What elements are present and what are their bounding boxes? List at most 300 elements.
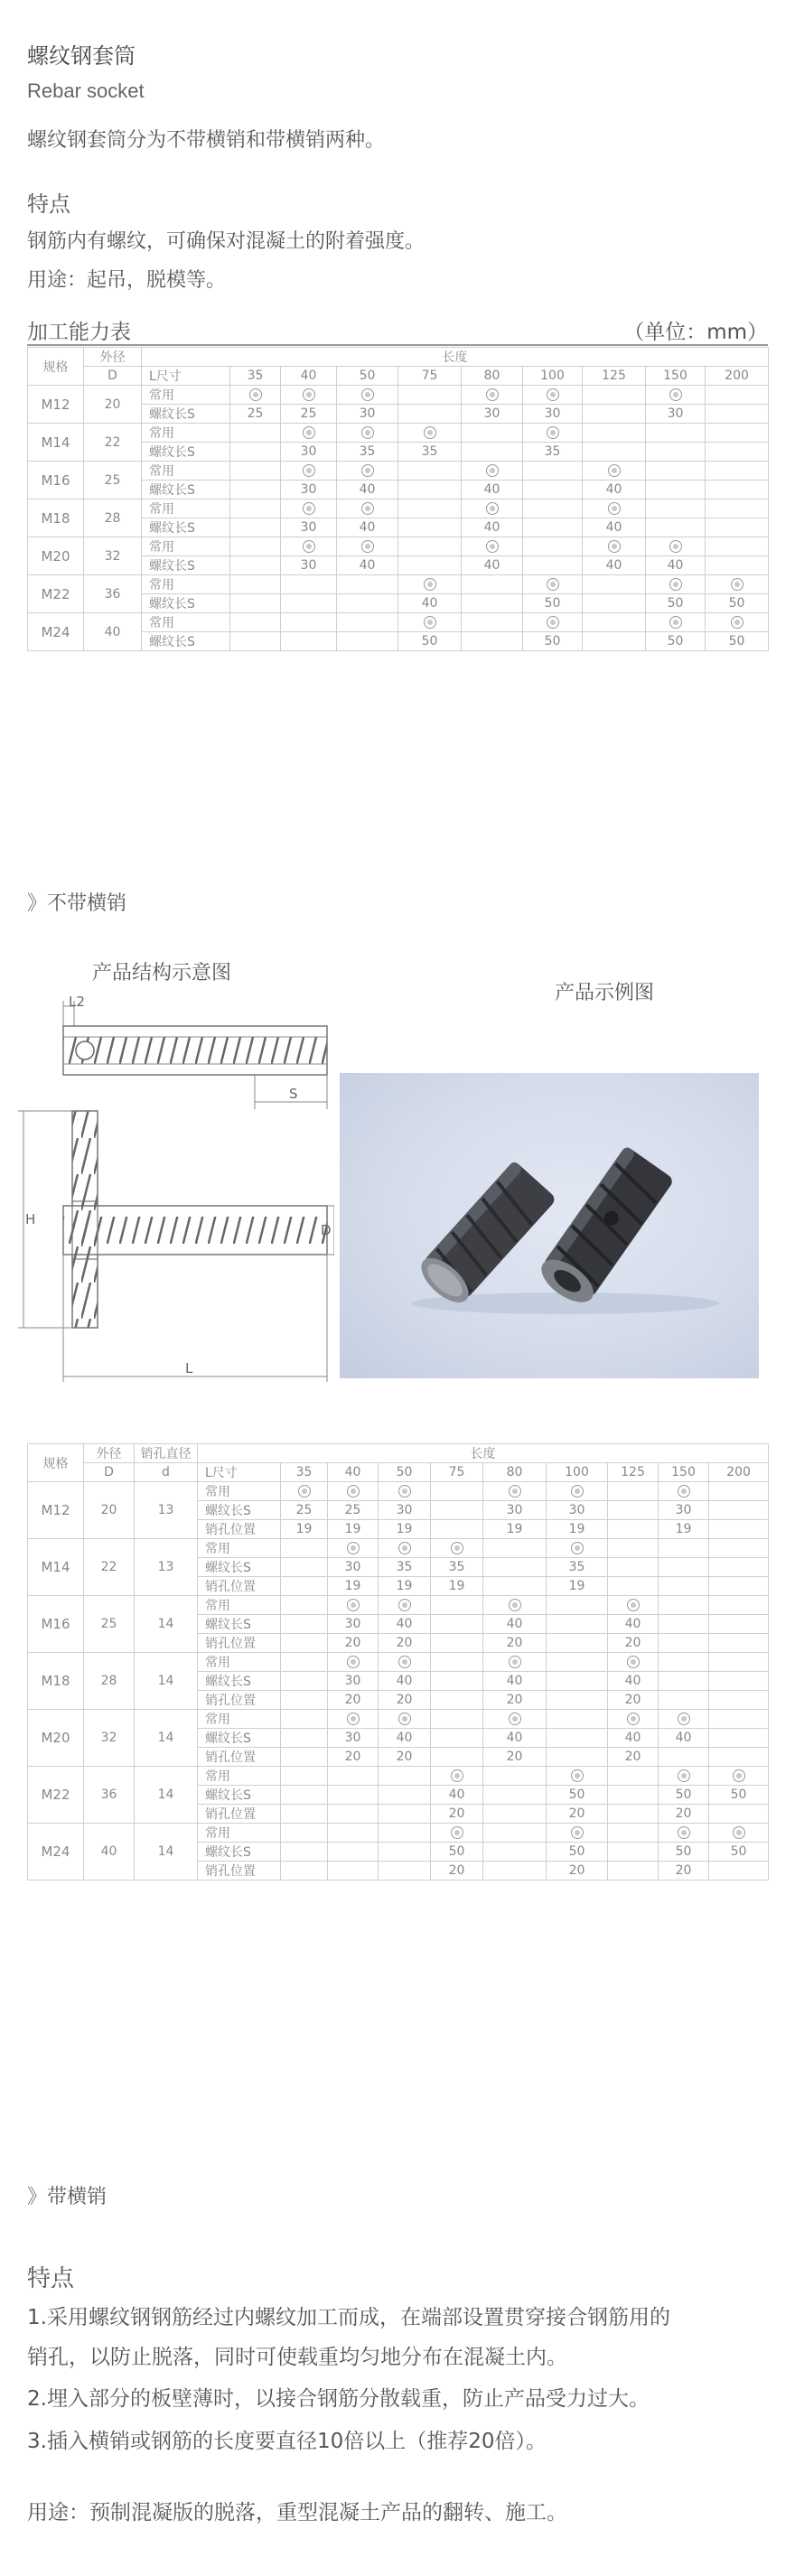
row-label-thread: 螺纹长S [142,443,230,462]
common-mark-icon [669,540,682,553]
row-label-common: 常用 [142,537,230,556]
thread-cell [608,1558,659,1577]
thread-cell: 40 [608,1672,659,1691]
common-cell [583,462,646,481]
common-cell [583,537,646,556]
common-cell [328,1710,379,1729]
common-cell [462,462,523,481]
row-label-pin: 销孔位置 [198,1691,281,1710]
pin-position-cell [483,1577,547,1596]
thread-cell [281,1786,328,1805]
row-label-pin: 销孔位置 [198,1805,281,1824]
thread-cell: 40 [337,556,398,575]
thread-cell [523,481,583,499]
thread-cell [659,1615,709,1634]
thread-cell: 40 [646,556,706,575]
thread-cell: 40 [583,556,646,575]
header-length-value: 35 [281,1463,328,1482]
common-cell [483,1767,547,1786]
thread-cell: 25 [281,405,337,424]
header-length-value: 80 [462,367,523,386]
thread-cell: 40 [483,1615,547,1634]
thread-cell: 50 [547,1843,608,1862]
pin-position-cell [659,1634,709,1653]
common-cell [431,1710,483,1729]
pin-position-cell: 20 [483,1634,547,1653]
common-cell [547,1824,608,1843]
header-length-value: 150 [646,367,706,386]
row-label-common: 常用 [198,1824,281,1843]
common-cell [431,1824,483,1843]
thread-cell [659,1558,709,1577]
common-cell [706,613,769,632]
common-mark-icon [608,540,621,553]
size-cell: M20 [28,1710,84,1767]
pin-position-cell [431,1748,483,1767]
common-cell [583,613,646,632]
table-row [28,1539,769,1558]
thread-cell [583,594,646,613]
common-cell [608,1653,659,1672]
thread-cell [706,405,769,424]
header-length-value: 150 [659,1463,709,1482]
common-mark-icon [669,388,682,401]
thread-cell: 50 [646,632,706,651]
od-cell: 28 [84,499,142,537]
pin-position-cell [281,1577,328,1596]
thread-cell: 35 [379,1558,431,1577]
thread-cell [281,1558,328,1577]
table-row [28,424,769,443]
header-length-value: 200 [709,1463,769,1482]
common-cell [608,1596,659,1615]
thread-cell [523,518,583,537]
thread-cell [328,1786,379,1805]
header-length-value: 75 [431,1463,483,1482]
common-cell [379,1482,431,1501]
header-d: D [84,367,142,386]
photo-caption: 产品示例图 [555,982,655,1004]
size-cell: M18 [28,1653,84,1710]
thread-cell [281,1615,328,1634]
thread-cell [547,1729,608,1748]
common-cell [462,613,523,632]
common-cell [659,1596,709,1615]
od-cell: 36 [84,1767,135,1824]
thread-cell: 30 [337,405,398,424]
common-cell [230,537,281,556]
thread-cell [398,518,462,537]
table1-rule [27,344,768,346]
pin-diameter-cell: 13 [135,1539,198,1596]
common-mark-icon [249,388,262,401]
header-d: d [135,1463,198,1482]
thread-cell: 40 [608,1729,659,1748]
pin-position-cell: 20 [431,1805,483,1824]
thread-cell [281,1843,328,1862]
header-length-value: 40 [328,1463,379,1482]
pin-position-cell [431,1520,483,1539]
common-cell [659,1653,709,1672]
common-cell [328,1539,379,1558]
thread-cell: 30 [281,443,337,462]
table-row [28,537,769,556]
od-cell: 20 [84,386,142,424]
common-cell [523,386,583,405]
thread-cell [709,1729,769,1748]
label-d: D [321,1222,332,1238]
thread-cell [583,443,646,462]
thread-cell: 40 [583,518,646,537]
common-cell [659,1710,709,1729]
common-cell [379,1710,431,1729]
common-cell [281,386,337,405]
thread-cell: 40 [462,481,523,499]
pin-position-cell [483,1805,547,1824]
size-cell: M16 [28,1596,84,1653]
common-mark-icon [361,464,374,477]
common-cell [337,575,398,594]
thread-cell: 40 [379,1672,431,1691]
common-mark-icon [547,616,559,629]
size-cell: M22 [28,1767,84,1824]
common-mark-icon [303,426,315,439]
thread-cell: 25 [230,405,281,424]
table-row [28,613,769,632]
common-mark-icon [669,616,682,629]
common-mark-icon [451,1826,463,1839]
common-cell [431,1482,483,1501]
pin-diameter-cell: 14 [135,1653,198,1710]
common-cell [398,537,462,556]
common-cell [523,424,583,443]
thread-cell: 30 [281,556,337,575]
header-od: 外径 [84,348,142,367]
common-mark-icon [678,1713,690,1725]
row-label-thread: 螺纹长S [142,518,230,537]
common-cell [709,1767,769,1786]
pin-position-cell: 20 [608,1748,659,1767]
od-cell: 20 [84,1482,135,1539]
pin-position-cell: 20 [547,1862,608,1881]
table-row [28,1824,769,1843]
row-label-thread: 螺纹长S [198,1501,281,1520]
thread-cell: 35 [398,443,462,462]
header-length-value: 75 [398,367,462,386]
row-label-thread: 螺纹长S [198,1558,281,1577]
thread-cell: 50 [547,1786,608,1805]
common-mark-icon [571,1769,584,1782]
pin-position-cell [709,1748,769,1767]
common-cell [659,1767,709,1786]
pin-position-cell [709,1520,769,1539]
common-cell [706,575,769,594]
thread-cell [483,1558,547,1577]
thread-cell [659,1672,709,1691]
row-label-thread: 螺纹长S [198,1615,281,1634]
common-cell [646,575,706,594]
thread-cell: 30 [281,518,337,537]
common-cell [431,1653,483,1672]
common-cell [462,499,523,518]
od-cell: 25 [84,1596,135,1653]
diagram-caption: 产品结构示意图 [92,962,232,985]
row-label-common: 常用 [142,462,230,481]
thread-cell: 40 [431,1786,483,1805]
pin-position-cell: 20 [379,1634,431,1653]
common-cell [646,386,706,405]
common-mark-icon [361,426,374,439]
common-cell [709,1824,769,1843]
pin-position-cell: 19 [547,1520,608,1539]
thread-cell: 30 [646,405,706,424]
common-cell [281,1482,328,1501]
thread-cell: 50 [523,594,583,613]
common-mark-icon [398,1656,411,1668]
thread-cell [328,1843,379,1862]
thread-cell [709,1615,769,1634]
thread-cell: 50 [398,632,462,651]
table-row [28,1482,769,1501]
header-spec: 规格 [28,1444,84,1482]
pin-position-cell [379,1805,431,1824]
common-cell [462,424,523,443]
common-cell [379,1653,431,1672]
common-mark-icon [298,1485,311,1498]
common-mark-icon [361,388,374,401]
table1-unit: （单位：mm） [623,321,768,344]
pin-capability-table [27,1443,769,1881]
common-cell [462,386,523,405]
row-label-pin: 销孔位置 [198,1520,281,1539]
common-cell [659,1539,709,1558]
pin-position-cell: 20 [659,1805,709,1824]
thread-cell [583,632,646,651]
common-cell [646,499,706,518]
common-cell [337,424,398,443]
common-mark-icon [547,578,559,591]
table-row [28,1710,769,1729]
label-l2: L2 [69,994,85,1010]
header-length-value: 125 [583,367,646,386]
thread-cell [230,632,281,651]
common-cell [706,386,769,405]
pin-position-cell [379,1862,431,1881]
common-cell [337,386,398,405]
pin-diameter-cell: 14 [135,1710,198,1767]
pin-position-cell: 19 [379,1577,431,1596]
header-length: 长度 [142,348,769,367]
header-length-value: 80 [483,1463,547,1482]
common-cell [281,499,337,518]
thread-cell [547,1615,608,1634]
common-cell [547,1767,608,1786]
thread-cell: 35 [523,443,583,462]
size-cell: M24 [28,1824,84,1881]
thread-cell: 40 [462,556,523,575]
pin-position-cell [547,1691,608,1710]
label-l: L [185,1360,193,1377]
common-mark-icon [627,1713,640,1725]
product-photo [340,1073,759,1378]
common-cell [547,1596,608,1615]
row-label-common: 常用 [142,424,230,443]
common-cell [230,424,281,443]
thread-cell [709,1558,769,1577]
pin-position-cell [659,1748,709,1767]
thread-cell [379,1843,431,1862]
pin-position-cell: 19 [379,1520,431,1539]
pin-position-cell [483,1862,547,1881]
thread-cell [230,594,281,613]
common-mark-icon [347,1542,360,1554]
common-cell [281,462,337,481]
row-label-thread: 螺纹长S [198,1672,281,1691]
thread-cell: 30 [483,1501,547,1520]
header-lsize: L尺寸 [142,367,230,386]
thread-cell [379,1786,431,1805]
pin-position-cell [281,1862,328,1881]
thread-cell [337,594,398,613]
common-cell [328,1767,379,1786]
common-mark-icon [303,388,315,401]
pin-position-cell: 20 [608,1634,659,1653]
common-cell [398,499,462,518]
thread-cell: 50 [646,594,706,613]
common-cell [328,1653,379,1672]
table-row [28,462,769,481]
common-cell [483,1653,547,1672]
common-mark-icon [398,1599,411,1611]
common-mark-icon [347,1713,360,1725]
pin-position-cell: 19 [659,1520,709,1539]
common-cell [281,1596,328,1615]
common-mark-icon [509,1599,521,1611]
common-mark-icon [678,1769,690,1782]
pin-position-cell [328,1805,379,1824]
common-mark-icon [451,1769,463,1782]
common-cell [523,462,583,481]
pin-position-cell: 19 [483,1520,547,1539]
thread-cell [398,556,462,575]
pin-position-cell: 20 [483,1748,547,1767]
thread-cell [281,632,337,651]
common-mark-icon [361,502,374,515]
header-length-value: 35 [230,367,281,386]
usage-text: 用途：预制混凝版的脱落，重型混凝土产品的翻转、施工。 [27,2501,567,2525]
thread-cell [646,518,706,537]
common-mark-icon [424,578,436,591]
row-label-common: 常用 [142,575,230,594]
common-mark-icon [509,1485,521,1498]
common-cell [523,575,583,594]
size-cell: M14 [28,1539,84,1596]
common-cell [230,499,281,518]
row-label-thread: 螺纹长S [198,1729,281,1748]
size-cell: M12 [28,386,84,424]
thread-cell [646,443,706,462]
thread-cell [230,481,281,499]
common-cell [646,537,706,556]
thread-cell: 30 [328,1729,379,1748]
pin-position-cell [709,1634,769,1653]
pin-position-cell: 19 [281,1520,328,1539]
common-cell [547,1482,608,1501]
thread-cell [706,443,769,462]
common-mark-icon [509,1656,521,1668]
common-cell [337,462,398,481]
row-label-thread: 螺纹长S [142,556,230,575]
thread-cell [547,1672,608,1691]
common-cell [281,1539,328,1558]
label-s: S [289,1086,298,1102]
thread-cell [230,556,281,575]
row-label-common: 常用 [142,386,230,405]
common-cell [281,575,337,594]
pin-position-cell: 20 [328,1748,379,1767]
header-pin-diameter: 销孔直径 [135,1444,198,1463]
table-row [28,575,769,594]
pin-diameter-cell: 14 [135,1824,198,1881]
feature-item-1-line2: 销孔，以防止脱落，同时可使载重均匀地分布在混凝土内。 [27,2346,567,2369]
od-cell: 28 [84,1653,135,1710]
table-row [28,1653,769,1672]
thread-cell: 40 [483,1672,547,1691]
common-cell [379,1767,431,1786]
od-cell: 32 [84,537,142,575]
thread-cell: 50 [523,632,583,651]
thread-cell: 50 [706,594,769,613]
header-length-value: 200 [706,367,769,386]
common-mark-icon [678,1485,690,1498]
thread-cell [431,1729,483,1748]
pin-position-cell [608,1805,659,1824]
common-cell [281,424,337,443]
common-mark-icon [398,1542,411,1554]
feature-item-1-line1: 1.采用螺纹钢钢筋经过内螺纹加工而成，在端部设置贯穿接合钢筋用的 [27,2306,670,2329]
common-cell [547,1710,608,1729]
common-mark-icon [424,616,436,629]
row-label-pin: 销孔位置 [198,1862,281,1881]
pin-position-cell [431,1691,483,1710]
common-cell [709,1653,769,1672]
usage-line: 用途：起吊，脱模等。 [27,269,227,292]
common-mark-icon [571,1826,584,1839]
common-cell [709,1482,769,1501]
common-cell [398,575,462,594]
pin-position-cell: 19 [328,1577,379,1596]
pin-position-cell [547,1634,608,1653]
common-cell [709,1539,769,1558]
common-mark-icon [547,426,559,439]
table-row [28,1596,769,1615]
size-cell: M24 [28,613,84,651]
pin-diameter-cell: 14 [135,1596,198,1653]
thread-cell: 30 [328,1615,379,1634]
common-mark-icon [733,1826,745,1839]
thread-cell [337,632,398,651]
common-mark-icon [486,540,499,553]
common-mark-icon [571,1542,584,1554]
pin-position-cell [709,1691,769,1710]
header-length-value: 100 [547,1463,608,1482]
common-cell [431,1767,483,1786]
row-label-pin: 销孔位置 [198,1577,281,1596]
size-cell: M20 [28,537,84,575]
header-lsize: L尺寸 [198,1463,281,1482]
size-cell: M12 [28,1482,84,1539]
thread-cell: 40 [337,481,398,499]
